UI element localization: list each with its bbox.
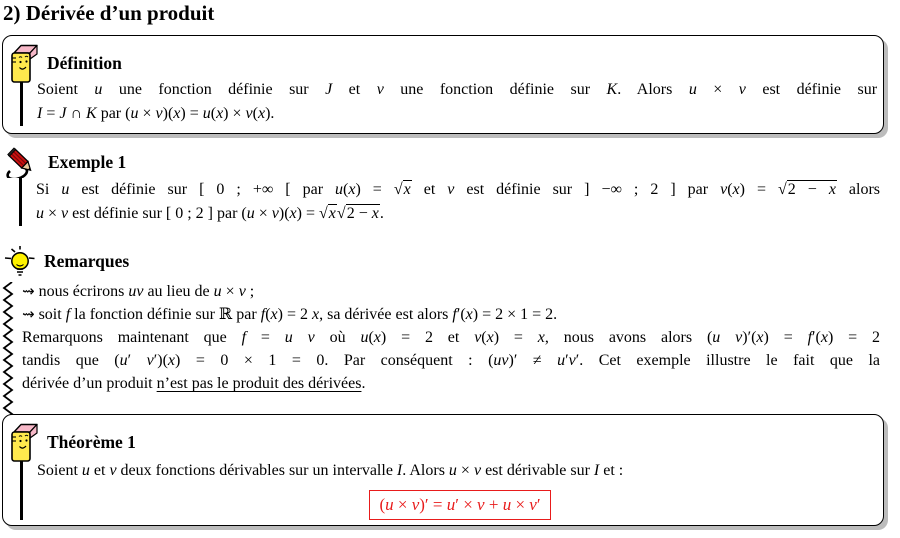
definition-line: I = J ∩ K par (u × v)(x) = u(x) × v(x). bbox=[37, 105, 275, 122]
remark-paragraph-line: Remarquons maintenant que f = u v où u(x) = 2 et v(x) = x, nous avons alors (u v)′(x) = f′(x) = 2 bbox=[22, 329, 881, 346]
remark-item-text: soit f la fonction définie sur ℝ par f(x) = 2 x, sa dérivée est alors f′(x) = 2 × 1 = 2. bbox=[38, 306, 558, 323]
theorem-formula-box bbox=[369, 490, 550, 520]
remarks-section bbox=[2, 240, 886, 395]
remarks-heading: Remarques bbox=[44, 251, 130, 271]
book-icon bbox=[7, 421, 39, 463]
theorem-box bbox=[2, 414, 884, 526]
example-section bbox=[2, 141, 886, 226]
arrow-icon: ⇝ bbox=[22, 305, 35, 323]
book-icon bbox=[7, 42, 39, 84]
theorem-line: Soient u et v deux fonctions dérivables sur un intervalle I. Alors u × v est dérivable sur I et : bbox=[37, 462, 624, 479]
remark-item-text: nous écrirons uv au lieu de u × v ; bbox=[38, 283, 255, 300]
definition-heading: Définition bbox=[47, 52, 122, 73]
zigzag-line bbox=[2, 282, 15, 422]
definition-line: Soient u une fonction définie sur J et v une fonction définie sur K. Alors u × v est définie sur bbox=[37, 81, 878, 98]
remarks-body bbox=[2, 280, 886, 395]
lightbulb-icon bbox=[4, 245, 36, 278]
page-title: 2) Dérivée d’un produit bbox=[3, 1, 215, 25]
remark-item bbox=[22, 303, 886, 326]
definition-box bbox=[2, 35, 884, 134]
pencil-icon bbox=[4, 146, 40, 178]
theorem-formula: (u × v)′ = u′ × v + u × v′ bbox=[379, 495, 541, 514]
remark-paragraph-line: tandis que (u′ v′)(x) = 0 × 1 = 0. Par conséquent : (uv)′ ≠ u′v′. Cet exemple illustre le fait que la bbox=[22, 352, 881, 369]
example-line: Si u est définie sur [ 0 ; +∞ [ par u(x) = √x et v est définie sur ] −∞ ; 2 ] par v(x) = √2 − x alors bbox=[36, 181, 881, 198]
theorem-heading: Théorème 1 bbox=[47, 431, 136, 452]
remark-paragraph-line: dérivée d’un produit n’est pas le produit des dérivées. bbox=[22, 375, 366, 392]
remark-item bbox=[22, 280, 886, 303]
example-line: u × v est définie sur [ 0 ; 2 ] par (u × v)(x) = √x√2 − x. bbox=[36, 205, 384, 222]
example-heading: Exemple 1 bbox=[48, 151, 127, 172]
arrow-icon: ⇝ bbox=[22, 282, 35, 300]
example-body bbox=[19, 178, 886, 226]
theorem-body bbox=[20, 459, 883, 520]
definition-body bbox=[20, 78, 883, 126]
